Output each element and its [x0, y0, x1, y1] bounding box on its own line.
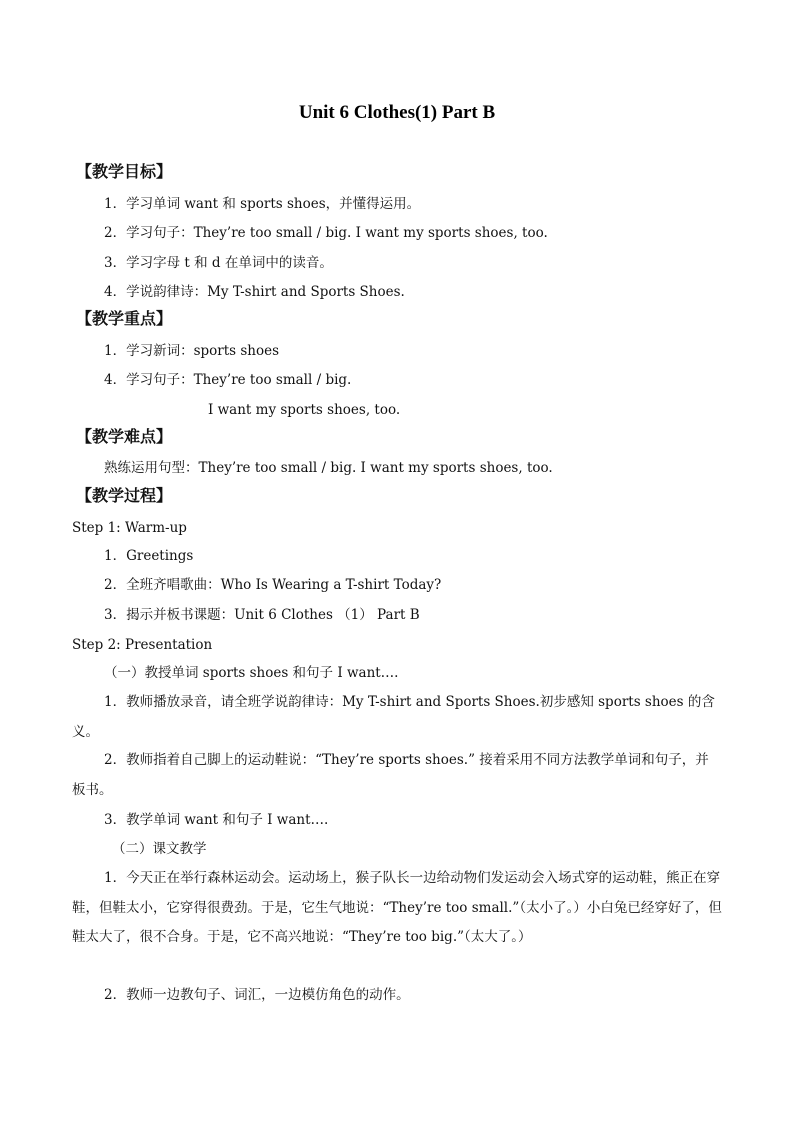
step2-paragraph: 2．教师一边教句子、词汇，一边模仿角色的动作。 [104, 987, 410, 1003]
key-point-item: 4．学习句子：They’re too small / big. [104, 372, 352, 388]
objective-item: 4．学说韵律诗：My T-shirt and Sports Shoes. [104, 284, 405, 300]
step2-paragraph: 1．教师播放录音，请全班学说韵律诗：My T-shirt and Sports Shoes.初步感知 sports shoes 的含义。 [72, 694, 715, 740]
difficulties-text: 熟练运用句型：They’re too small / big. I want my sports shoes, too. [104, 460, 553, 476]
step1-item: 1．Greetings [104, 548, 194, 564]
objectives-heading: 【教学目标】 [76, 162, 173, 181]
objective-item: 1．学习单词 want 和 sports shoes，并懂得运用。 [104, 196, 421, 212]
difficulties-heading: 【教学难点】 [76, 427, 173, 446]
step2-subheading: （一）教授单词 sports shoes 和句子 I want…. [104, 665, 399, 681]
step1-item: 3．揭示并板书课题：Unit 6 Clothes （1） Part B [104, 607, 420, 623]
objective-item: 3．学习字母 t 和 d 在单词中的读音。 [104, 255, 333, 271]
step1-label: Step 1: Warm-up [72, 520, 187, 536]
page-title: Unit 6 Clothes(1) Part B [298, 102, 496, 123]
step2-paragraph: 1．今天正在举行森林运动会。运动场上，猴子队长一边给动物们发运动会入场式穿的运动鞋，熊正在穿鞋，但鞋太小，它穿得很费劲。于是，它生气地说：“They’re too small.”（太小了。）小白兔已经穿好了，但鞋太大了，很不合身。于是，它不高兴地说：“They’re too big.”（太大了。） [72, 870, 722, 945]
step2-paragraph: 3．教学单词 want 和句子 I want…. [104, 812, 329, 828]
step2-label: Step 2: Presentation [72, 637, 213, 653]
step1-item: 2．全班齐唱歌曲：Who Is Wearing a T-shirt Today? [104, 577, 442, 593]
objective-item: 2．学习句子：They’re too small / big. I want my sports shoes, too. [104, 225, 548, 241]
process-heading: 【教学过程】 [76, 486, 173, 505]
step2-subheading: （二）课文教学 [112, 841, 207, 857]
key-point-item: I want my sports shoes, too. [208, 402, 401, 418]
step2-paragraph: 2．教师指着自己脚上的运动鞋说：“They’re sports shoes.” 接着采用不同方法教学单词和句子，并板书。 [72, 752, 709, 798]
key-point-item: 1．学习新词：sports shoes [104, 343, 280, 359]
key-points-heading: 【教学重点】 [76, 309, 173, 328]
